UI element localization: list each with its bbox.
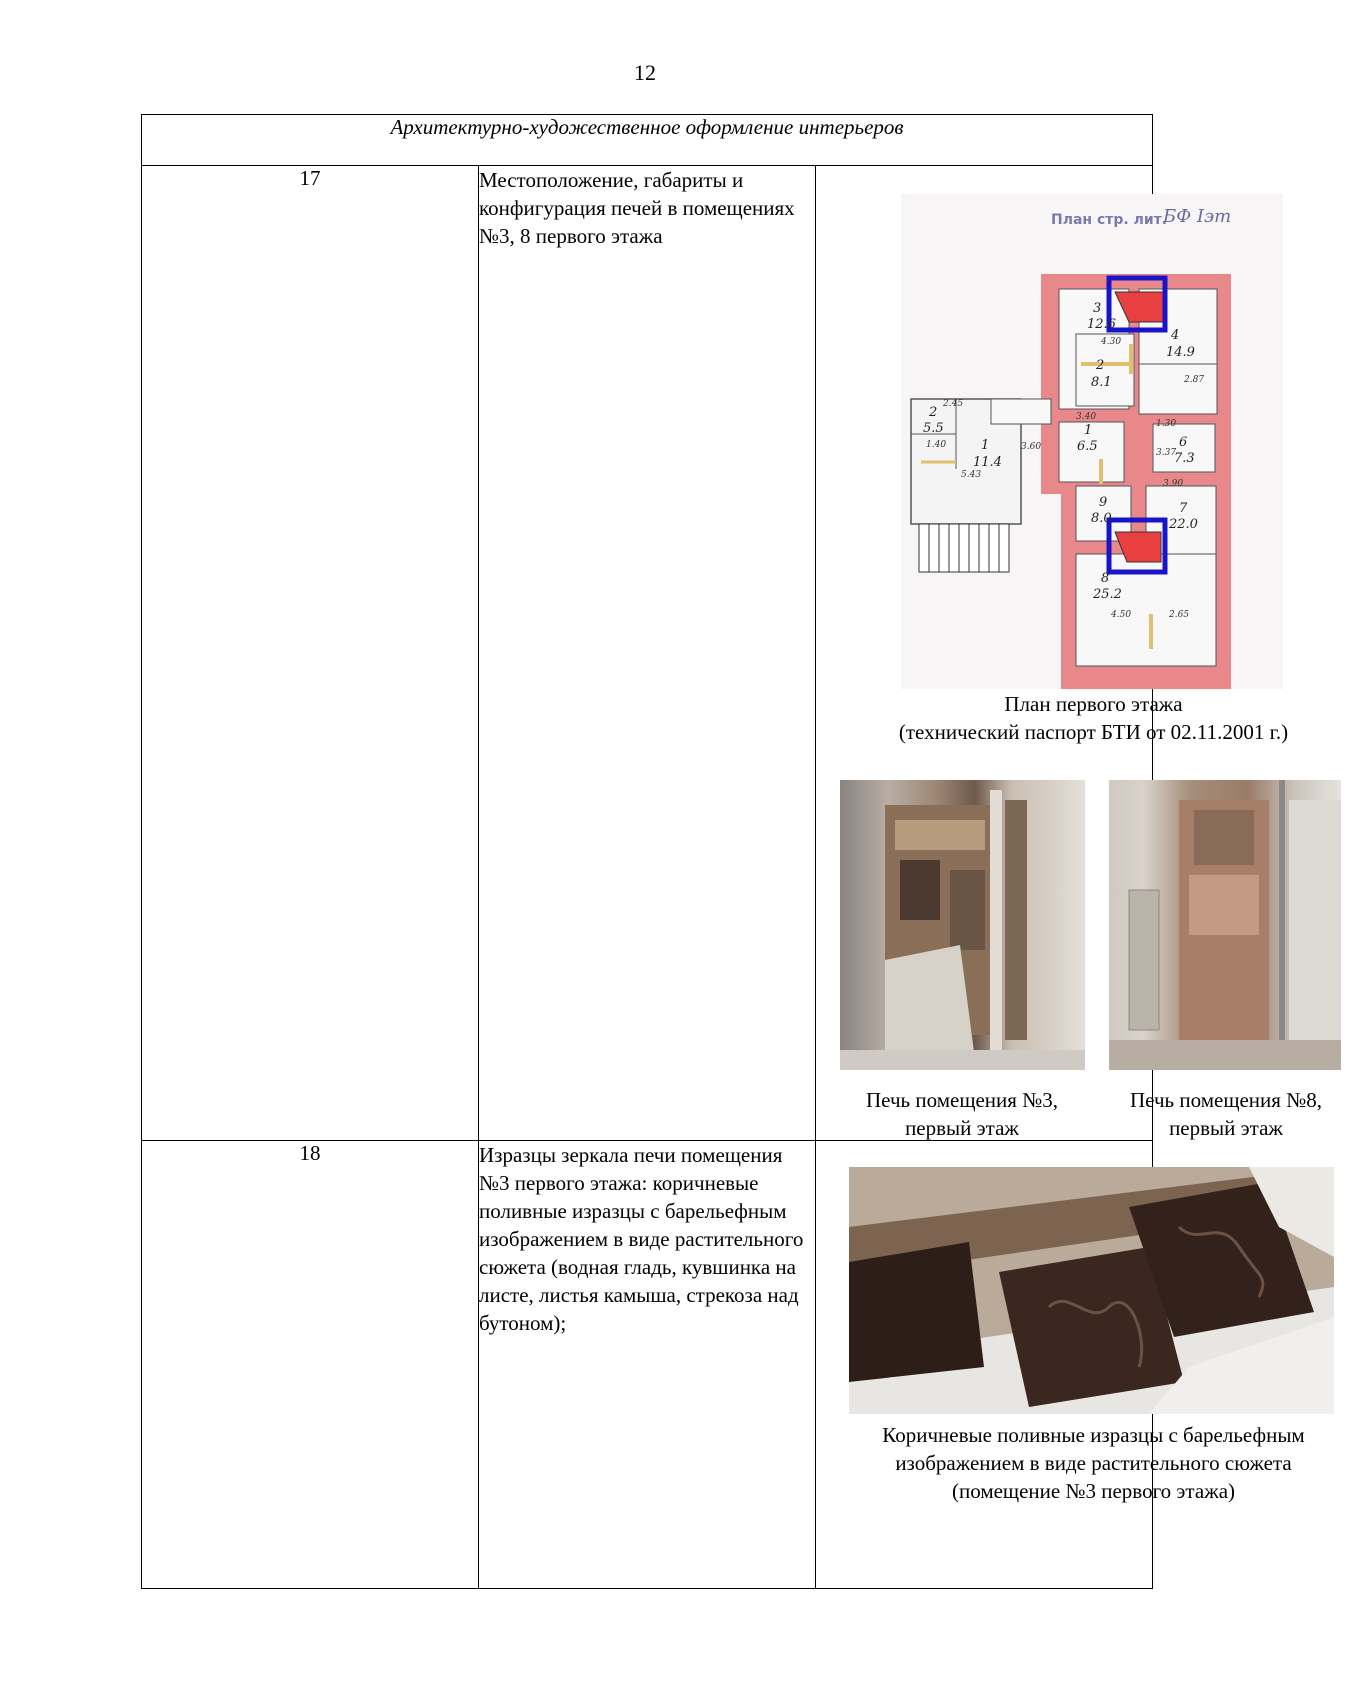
svg-text:4: 4 [1171,328,1180,343]
row-number: 17 [142,166,479,1141]
svg-text:7.3: 7.3 [1174,451,1195,466]
svg-text:8.1: 8.1 [1091,375,1112,390]
plan-caption-line1: План первого этажа [1004,692,1183,716]
floor-plan [901,194,1283,689]
svg-text:1: 1 [1084,423,1093,438]
svg-text:8.0: 8.0 [1091,511,1112,526]
tiles-caption: Коричневые поливные изразцы с барельефным изображением в виде растительного сюжета (помещение №3 первого этажа) [882,1423,1305,1503]
svg-text:22.0: 22.0 [1169,517,1198,532]
table-row [142,1141,1153,1589]
svg-text:2.65: 2.65 [1169,610,1190,620]
svg-text:1.30: 1.30 [1156,419,1177,429]
svg-text:3: 3 [1093,301,1102,316]
photo-caption-room-3: Печь помещения №3, первый этаж [866,1088,1058,1140]
svg-text:6.5: 6.5 [1077,439,1098,454]
svg-text:5.43: 5.43 [961,470,982,480]
svg-text:4.50: 4.50 [1111,610,1132,620]
photo-stove-room-3 [840,780,1085,1070]
svg-text:4.30: 4.30 [1101,337,1122,347]
svg-text:9: 9 [1099,495,1108,510]
svg-text:2.87: 2.87 [1184,375,1205,385]
photo-tiles [849,1167,1334,1414]
document-table [141,114,1322,1589]
svg-text:1: 1 [981,438,990,453]
svg-text:7: 7 [1179,501,1188,516]
svg-text:5.5: 5.5 [923,421,944,436]
plan-stamp: План стр. лит. [1051,212,1168,228]
svg-text:11.4: 11.4 [973,455,1002,470]
svg-text:2.45: 2.45 [943,399,964,409]
page-number: 12 [634,60,656,85]
media-cell [816,1141,1305,1589]
row-description: Местоположение, габариты и конфигурация печей в помещениях №3, 8 первого этажа [479,166,816,1141]
photo-caption-room-8: Печь помещения №8, первый этаж [1130,1088,1322,1140]
plan-stamp-mark: БФ Iэт [1163,206,1232,227]
svg-text:1.40: 1.40 [926,440,947,450]
media-cell [816,166,1322,1141]
svg-text:14.9: 14.9 [1166,345,1195,360]
plan-caption-line2: (технический паспорт БТИ от 02.11.2001 г.) [898,720,1289,744]
svg-text:2: 2 [929,405,938,420]
svg-text:2: 2 [1096,358,1105,373]
svg-text:3.40: 3.40 [1076,412,1097,422]
table-row [142,166,1153,1141]
svg-text:3.37: 3.37 [1156,448,1177,458]
section-title: Архитектурно-художественное оформление интерьеров [142,115,1153,166]
row-number: 18 [142,1141,479,1589]
svg-text:8: 8 [1101,571,1110,586]
svg-text:6: 6 [1179,435,1188,450]
svg-text:25.2: 25.2 [1093,587,1122,602]
svg-text:12.6: 12.6 [1087,317,1116,332]
row-description: Изразцы зеркала печи помещения №3 первого этажа: коричневые поливные изразцы с барельефным изображением в виде растительного сюжета (водная гладь, кувшинка на листе, листья камыша, стрекоза над бутоном); [479,1141,816,1589]
plan-caption [816,690,1371,746]
svg-text:3.60: 3.60 [1021,442,1042,452]
photo-stove-room-8 [1109,780,1341,1070]
svg-text:3.90: 3.90 [1163,479,1184,489]
